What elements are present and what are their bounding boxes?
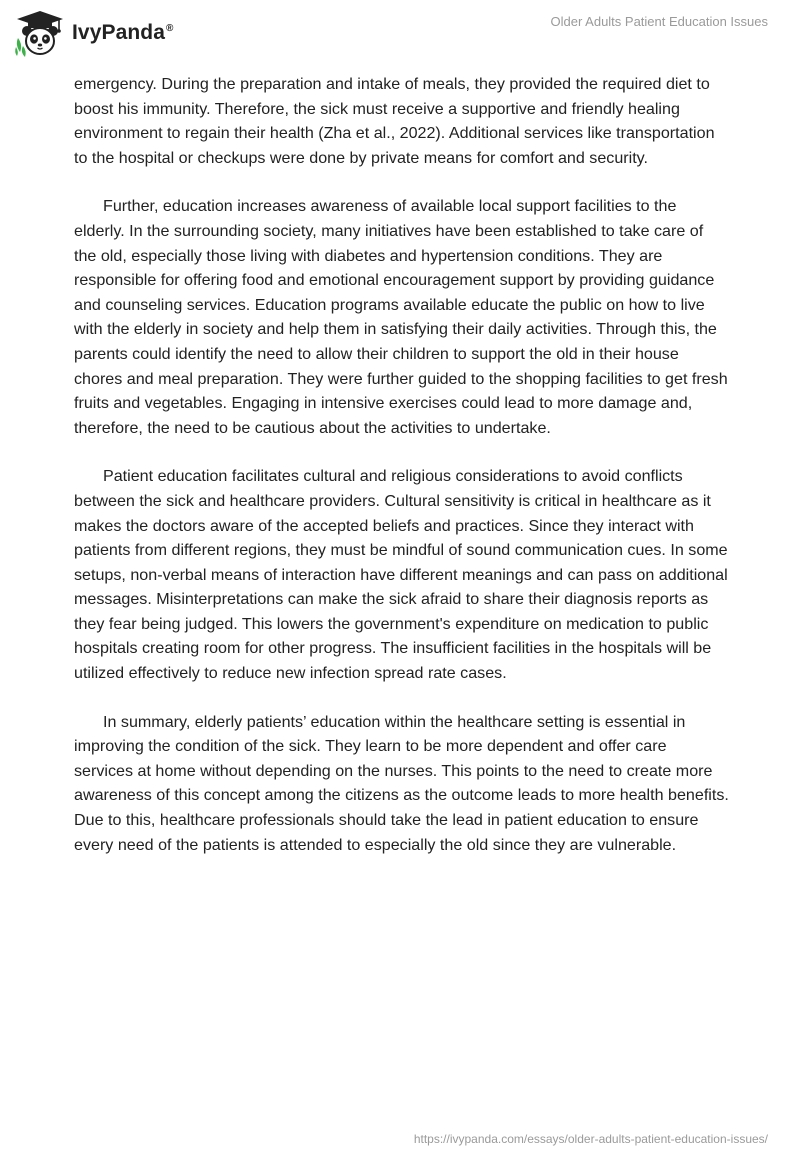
document-title: Older Adults Patient Education Issues bbox=[550, 14, 768, 29]
brand-name: IvyPanda® bbox=[72, 21, 174, 44]
ivypanda-logo[interactable] bbox=[14, 8, 173, 58]
panda-graduation-cap-icon bbox=[14, 8, 66, 58]
paragraph-support-facilities: Further, education increases awareness of available local support facilities to the elderly. In the surrounding society, many initiatives have been established to take care of the old, especially those living with diabetes and hypertension conditions. They are responsible for offering food and emotional encouragement support by providing guidance and counseling services. Education programs available educate the public on how to live with the elderly in society and help them in satisfying their daily activities. Through this, the parents could identify the need to allow their children to support the old in their house chores and meal preparation. They were further guided to the shopping facilities to get fresh fruits and vegetables. Engaging in intensive exercises could lead to more damage and, therefore, the need to be cautious about the activities to undertake. bbox=[74, 197, 728, 437]
essay-body bbox=[74, 72, 730, 881]
paragraph-summary: In summary, elderly patients’ education within the healthcare setting is essential in improving the condition of the sick. They learn to be more dependent and offer care services at home without depending on the nurses. This points to the need to create more awareness of this concept among the citizens as the outcome leads to more health benefits. Due to this, healthcare professionals should take the lead in patient education to ensure every need of the patients is attended to especially the old since they are vulnerable. bbox=[74, 712, 729, 854]
page-header bbox=[0, 0, 800, 70]
registered-mark: ® bbox=[166, 23, 174, 34]
source-url-link[interactable]: https://ivypanda.com/essays/older-adults-patient-education-issues/ bbox=[413, 1132, 768, 1146]
paragraph-continuation: emergency. During the preparation and intake of meals, they provided the required diet to boost his immunity. Therefore, the sick must receive a supportive and friendly healing environment to regain their health (Zha et al., 2022). Additional services like transportation to the hospital or checkups were done by private means for comfort and security. bbox=[74, 75, 715, 167]
paragraph-cultural-considerations: Patient education facilitates cultural and religious considerations to avoid conflicts between the sick and healthcare providers. Cultural sensitivity is critical in healthcare as it makes the doctors aware of the accepted beliefs and practices. Since they interact with patients from different regions, they must be mindful of sound communication cues. In some setups, non-verbal means of interaction have different meanings and can pass on additional messages. Misinterpretations can make the sick afraid to share their diagnosis reports as they fear being judged. This lowers the government's expenditure on medication to public hospitals creating room for other progress. The insufficient facilities in the hospitals will be utilized effectively to reduce new infection spread rate cases. bbox=[74, 467, 728, 683]
